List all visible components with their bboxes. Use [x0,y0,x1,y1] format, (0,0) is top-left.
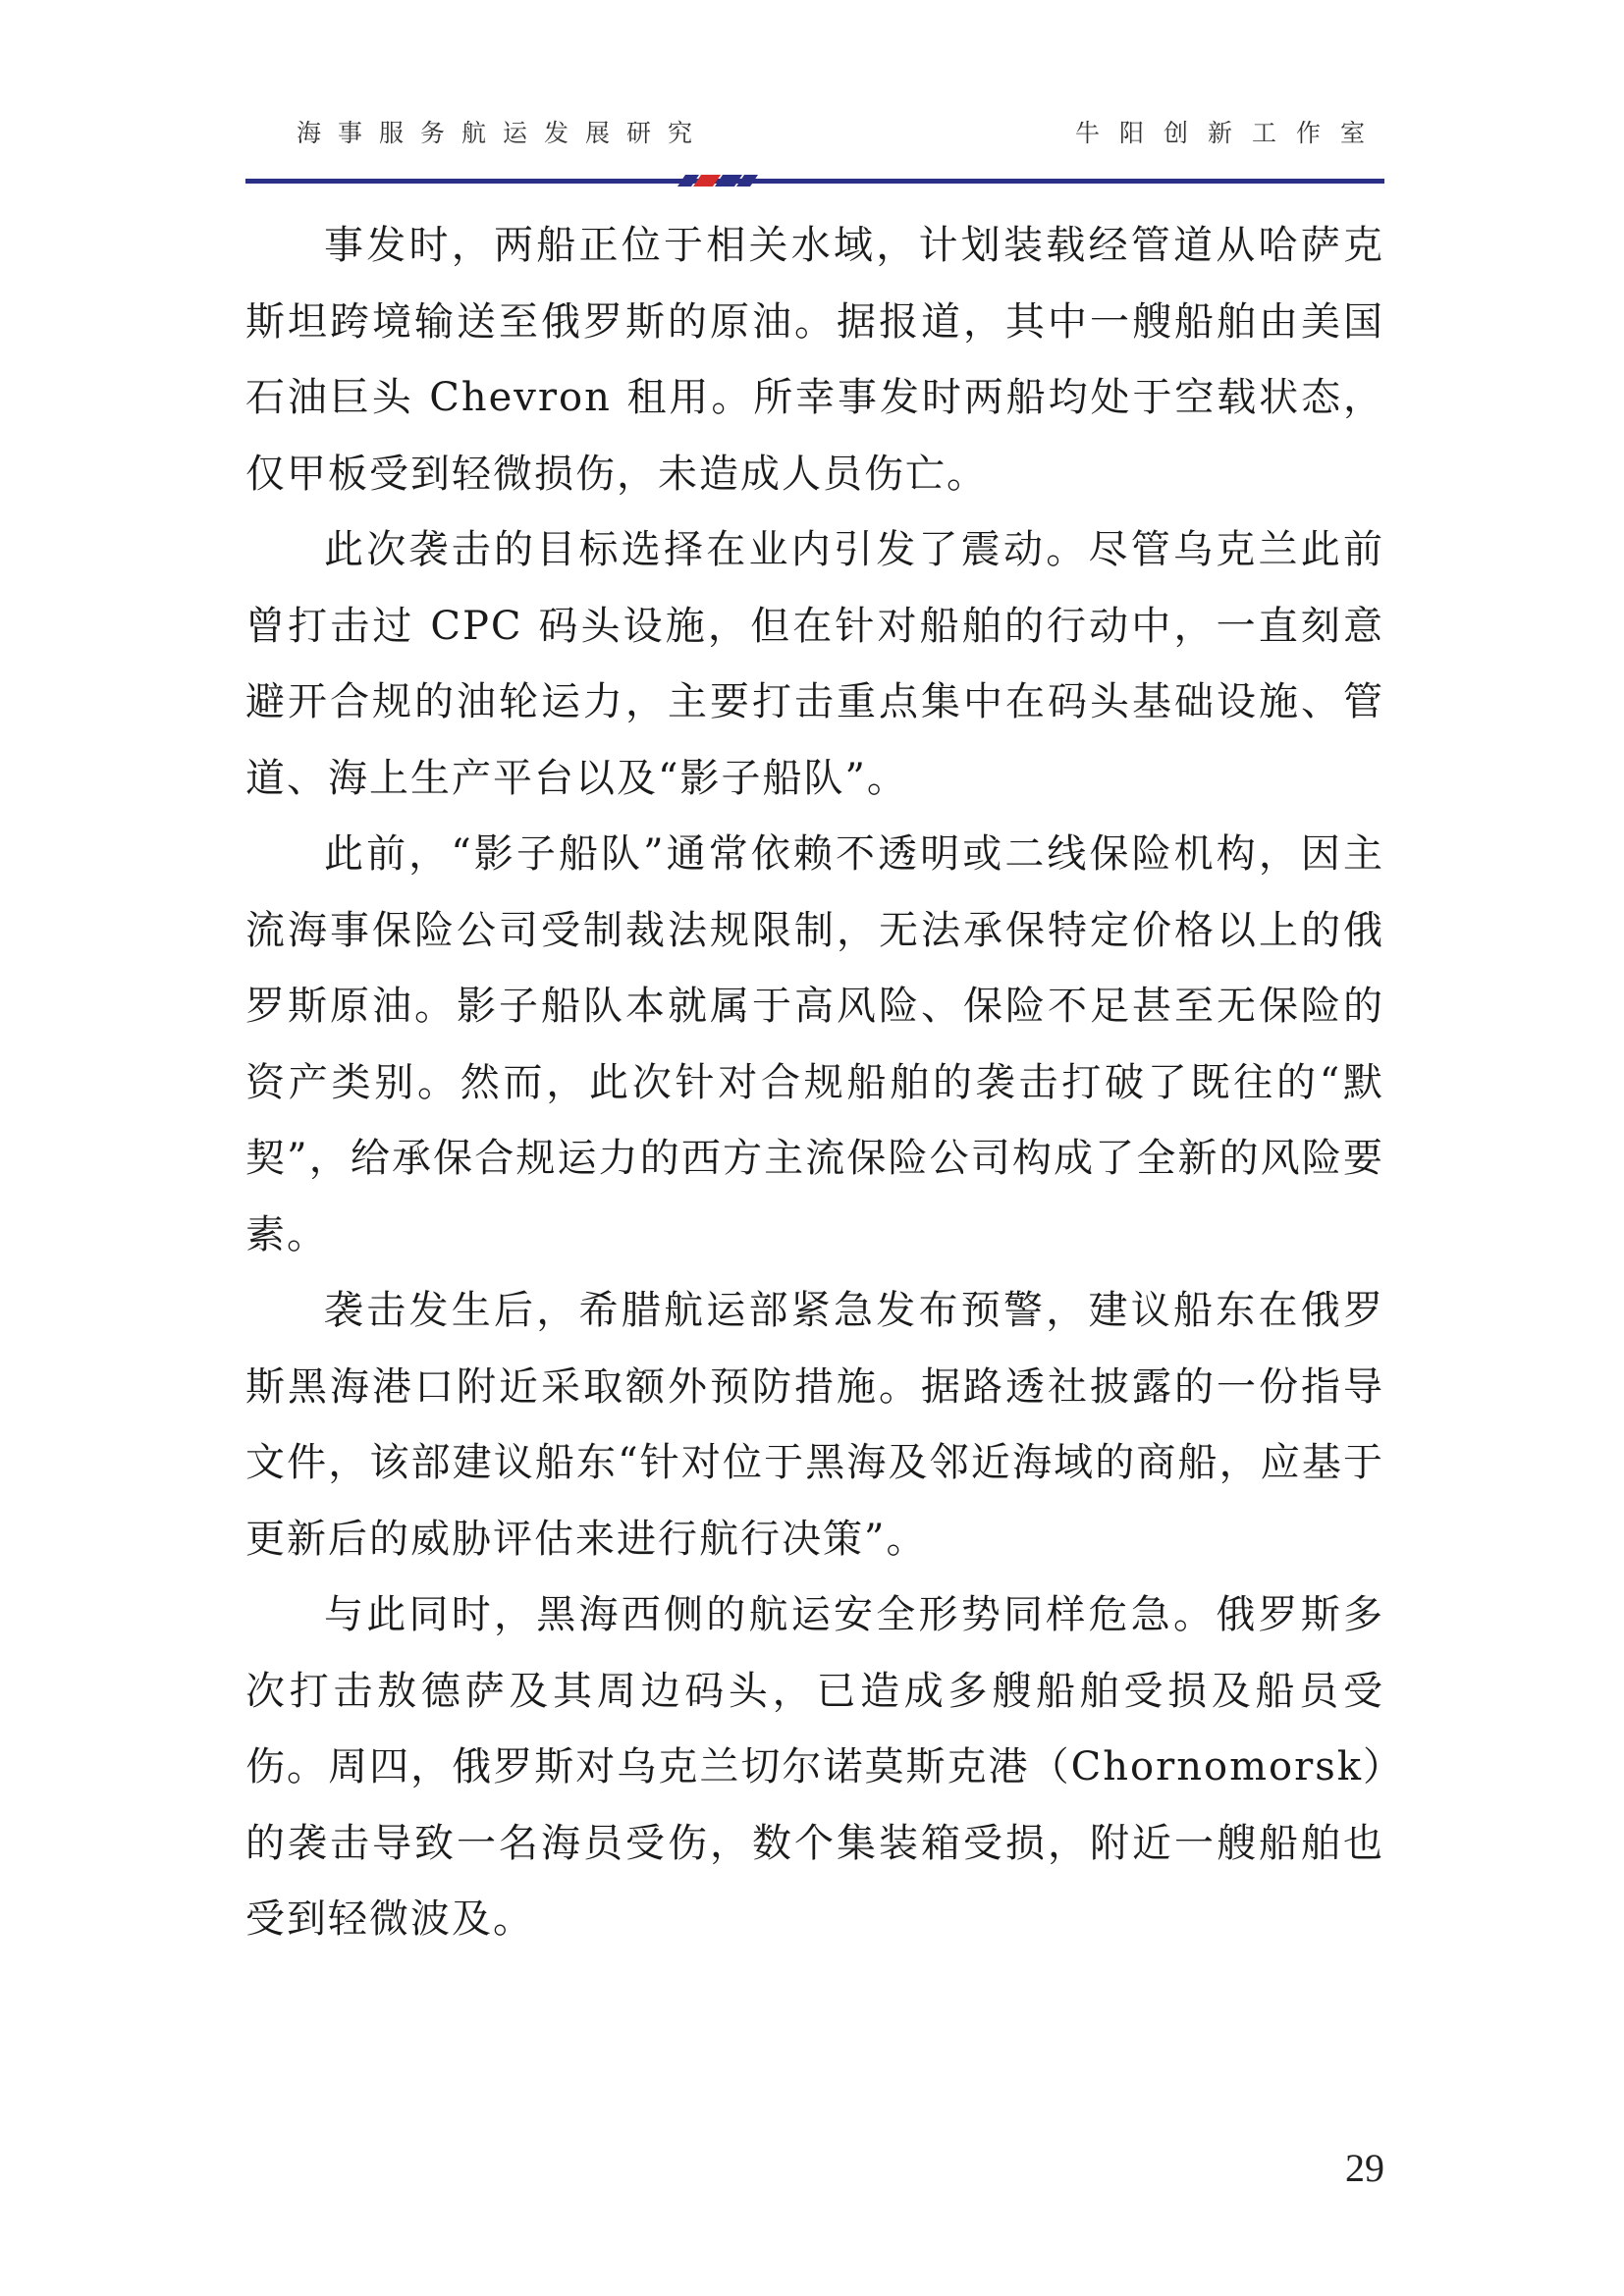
paragraph: 此次袭击的目标选择在业内引发了震动。尽管乌克兰此前曾打击过 CPC 码头设施，但在针对船舶的行动中，一直刻意避开合规的油轮运力，主要打击重点集中在码头基础设施、管道、海上生产平台以及“影子船队”。 [245,527,1384,801]
header-rule [245,175,1384,187]
header-left-title: 海事服务航运发展研究 [297,119,710,147]
header-rule-accent [677,175,766,187]
paragraph: 与此同时，黑海西侧的航运安全形势同样危急。俄罗斯多次打击敖德萨及其周边码头，已造成多艘船舶受损及船员受伤。周四，俄罗斯对乌克兰切尔诺莫斯克港（Chornomorsk）的袭击导致一名海员受伤，数个集装箱受损，附近一艘船舶也受到轻微波及。 [245,1592,1384,1942]
paragraph: 事发时，两船正位于相关水域，计划装载经管道从哈萨克斯坦跨境输送至俄罗斯的原油。据报道，其中一艘船舶由美国石油巨头 Chevron 租用。所幸事发时两船均处于空载状态，仅甲板受到轻微损伤，未造成人员伤亡。 [245,223,1384,497]
page-header [245,110,1384,159]
header-rule-line [245,179,1384,184]
paragraph: 袭击发生后，希腊航运部紧急发布预警，建议船东在俄罗斯黑海港口附近采取额外预防措施。据路透社披露的一份指导文件，该部建议船东“针对位于黑海及邻近海域的商船，应基于更新后的威胁评估来进行航行决策”。 [245,1288,1384,1562]
paragraph: 此前，“影子船队”通常依赖不透明或二线保险机构，因主流海事保险公司受制裁法规限制，无法承保特定价格以上的俄罗斯原油。影子船队本就属于高风险、保险不足甚至无保险的资产类别。然而，此次针对合规船舶的袭击打破了既往的“默契”，给承保合规运力的西方主流保险公司构成了全新的风险要素。 [245,831,1384,1257]
header-right-title: 牛阳创新工作室 [1074,119,1384,147]
article-body [245,208,1384,1958]
page-number: 29 [1345,2146,1384,2190]
